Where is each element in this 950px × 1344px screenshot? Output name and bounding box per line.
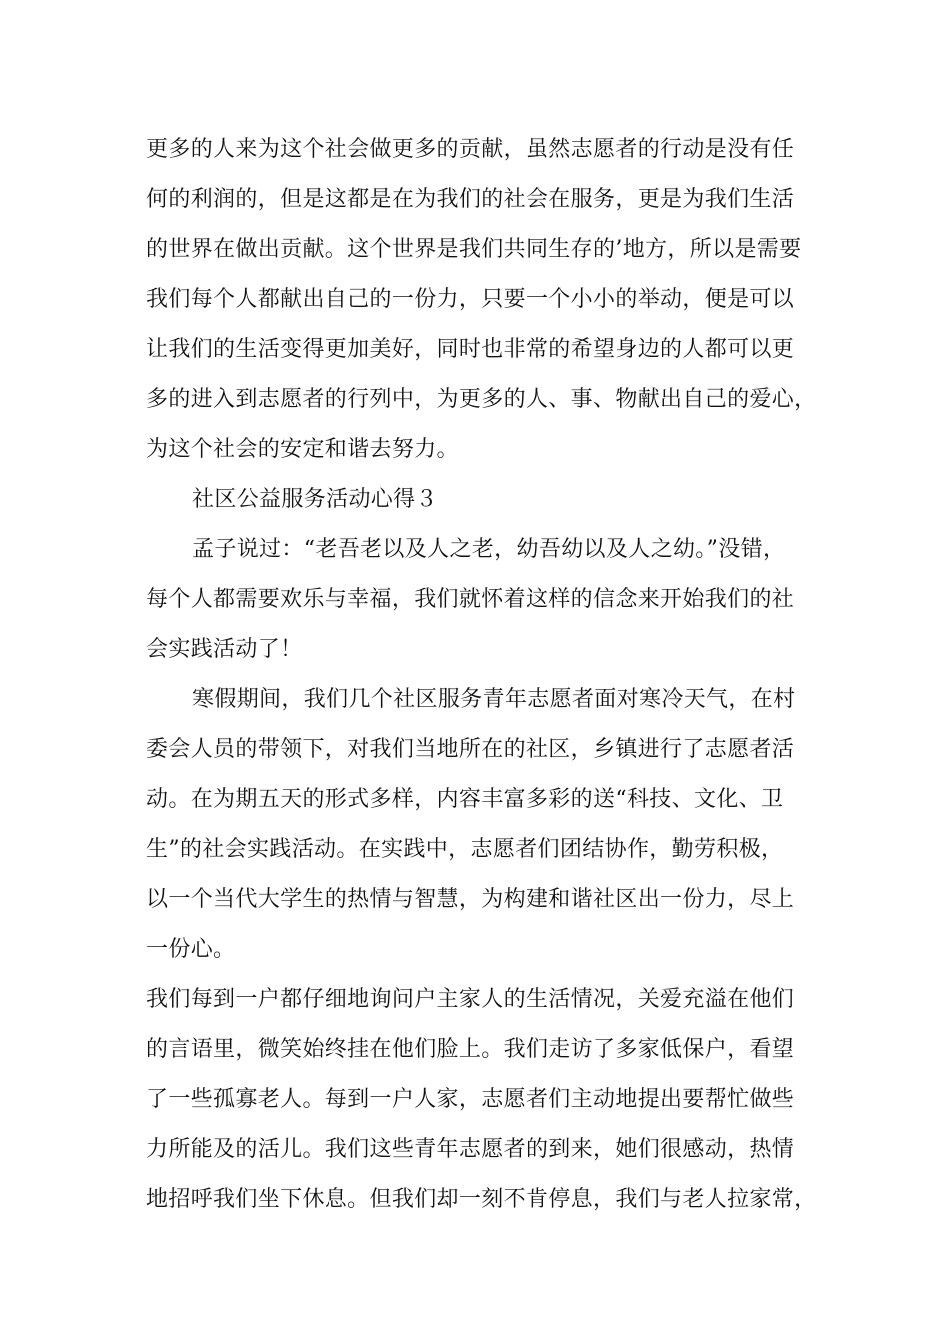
text-line: 的言语里，微笑始终挂在他们脸上。我们走访了多家低保户，看望 (146, 1037, 795, 1062)
text-line: 我们每个人都献出自己的一份力，只要一个小小的举动，便是可以 (146, 287, 795, 312)
text-line: 地招呼我们坐下休息。但我们却一刻不肯停息，我们与老人拉家常， (146, 1187, 817, 1212)
text-line: 更多的人来为这个社会做更多的贡献，虽然志愿者的行动是没有任 (146, 137, 795, 162)
text-line: 力所能及的活儿。我们这些青年志愿者的到来，她们很感动，热情 (146, 1137, 795, 1162)
text-line: 为这个社会的安定和谐去努力。 (146, 437, 459, 462)
text-line: 我们每到一户都仔细地询问户主家人的生活情况，关爱充溢在他们 (146, 987, 795, 1012)
text-line: 何的利润的，但是这都是在为我们的社会在服务，更是为我们生活 (146, 187, 795, 212)
text-line: 了一些孤寡老人。每到一户人家，志愿者们主动地提出要帮忙做些 (146, 1087, 795, 1112)
section-heading: 社区公益服务活动心得３ (192, 487, 438, 512)
text-line: 以一个当代大学生的热情与智慧，为构建和谐社区出一份力，尽上 (146, 887, 795, 912)
text-line: 生”的社会实践活动。在实践中，志愿者们团结协作，勤劳积极， (146, 837, 784, 862)
text-line: 让我们的生活变得更加美好，同时也非常的希望身边的人都可以更 (146, 337, 795, 362)
text-line: 委会人员的带领下，对我们当地所在的社区，乡镇进行了志愿者活 (146, 737, 795, 762)
text-line: 的世界在做出贡献。这个世界是我们共同生存的’地方，所以是需要 (146, 237, 802, 262)
text-line: 一份心。 (146, 937, 236, 962)
text-line: 动。在为期五天的形式多样，内容丰富多彩的送“科技、文化、卫 (146, 787, 784, 812)
text-line: 多的进入到志愿者的行列中，为更多的人、事、物献出自己的爱心， (146, 387, 817, 412)
text-line: 寒假期间，我们几个社区服务青年志愿者面对寒冷天气，在村 (192, 687, 796, 712)
text-line: 每个人都需要欢乐与幸福，我们就怀着这样的信念来开始我们的社 (146, 587, 795, 612)
text-line: 会实践活动了！ (146, 637, 303, 662)
text-line: 孟子说过：“老吾老以及人之老，幼吾幼以及人之幼。”没错， (192, 537, 786, 562)
